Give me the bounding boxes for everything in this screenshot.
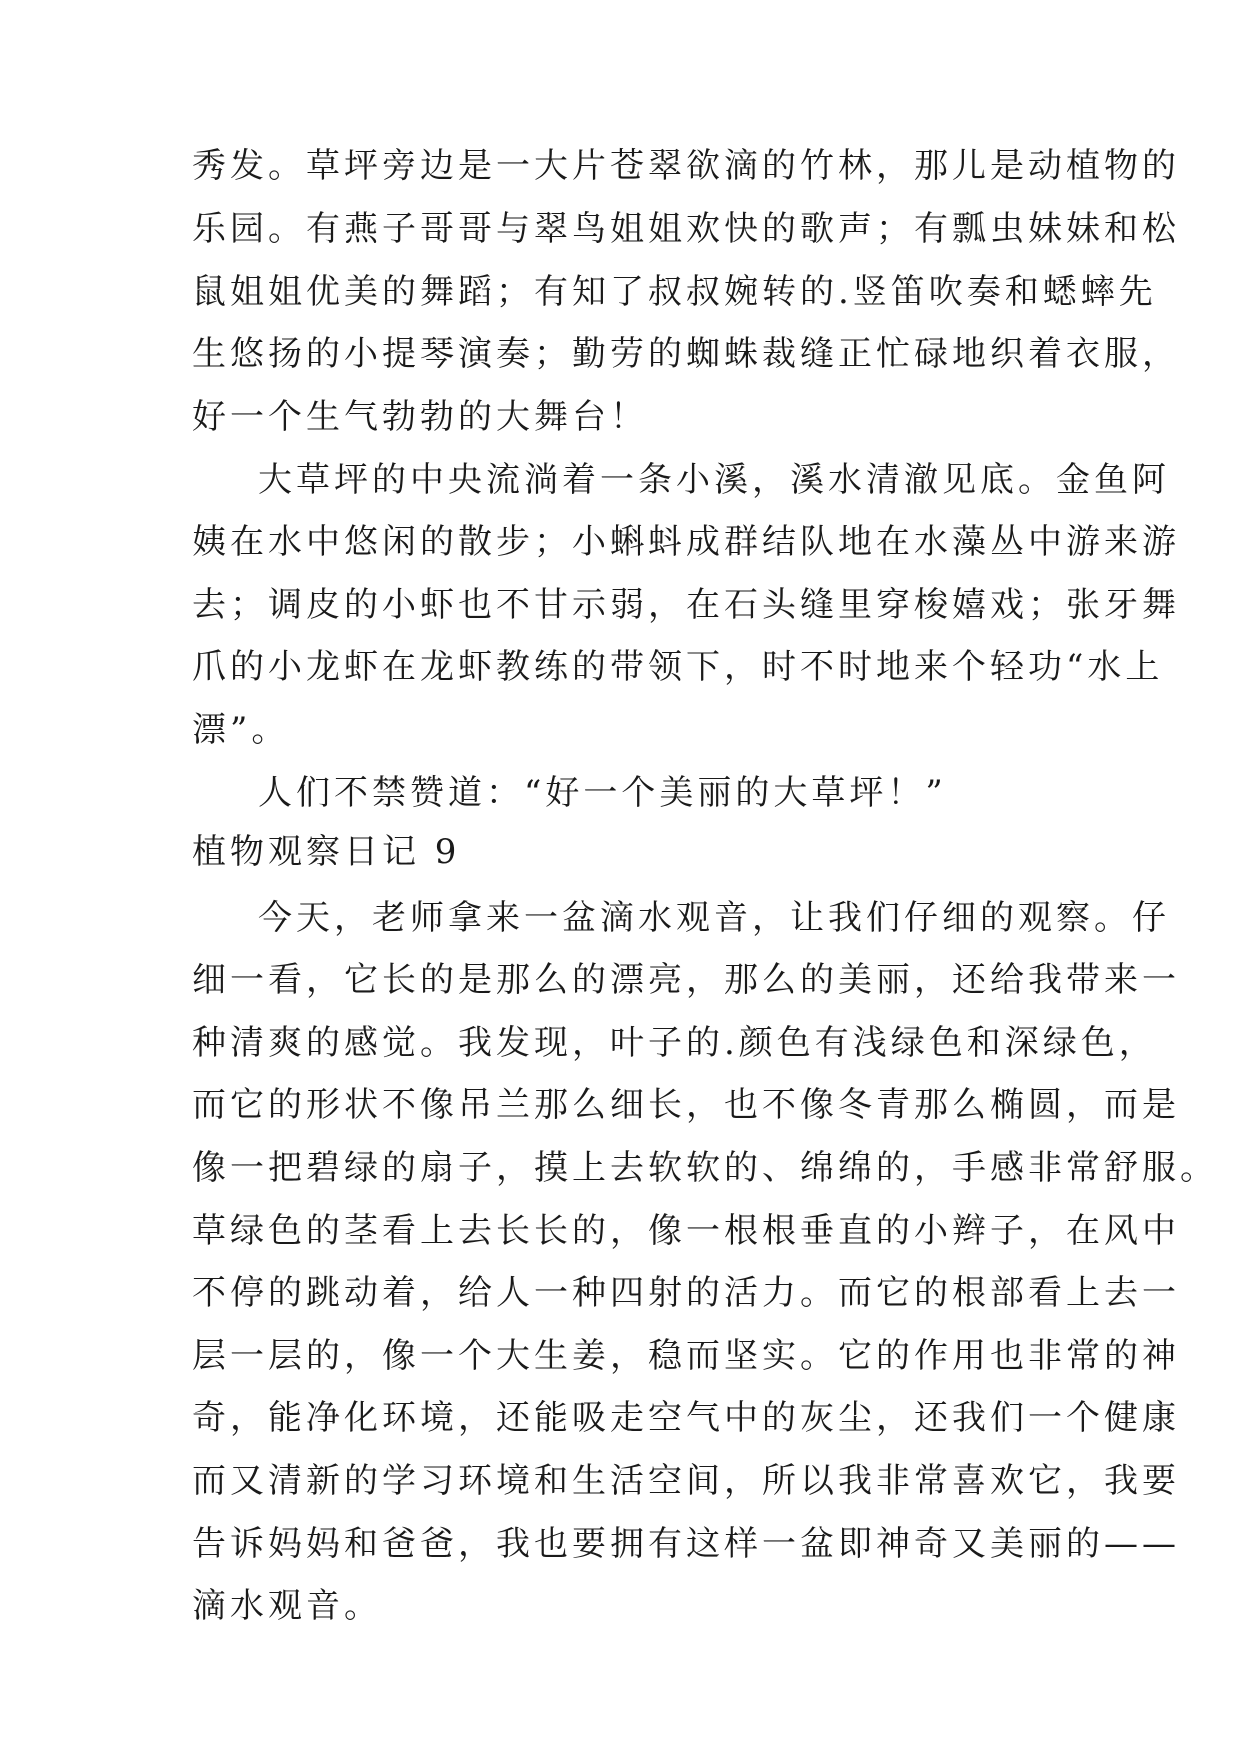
text-line: 层一层的，像一个大生姜，稳而坚实。它的作用也非常的神 — [192, 1336, 1180, 1376]
text-line: 滴水观音。 — [192, 1586, 382, 1626]
section-heading: 植物观察日记 9 — [192, 832, 461, 872]
text-line: 乐园。有燕子哥哥与翠鸟姐姐欢快的歌声；有瓢虫妹妹和松 — [192, 209, 1180, 249]
text-line: 好一个生气勃勃的大舞台！ — [192, 397, 648, 437]
text-line: 种清爽的感觉。我发现，叶子的.颜色有浅绿色和深绿色， — [192, 1023, 1157, 1063]
text-line: 而又清新的学习环境和生活空间，所以我非常喜欢它，我要 — [192, 1461, 1180, 1501]
text-line: 不停的跳动着，给人一种四射的活力。而它的根部看上去一 — [192, 1273, 1180, 1313]
text-line: 草绿色的茎看上去长长的，像一根根垂直的小辫子，在风中 — [192, 1211, 1180, 1251]
text-line: 而它的形状不像吊兰那么细长，也不像冬青那么椭圆，而是 — [192, 1085, 1180, 1125]
text-line: 像一把碧绿的扇子，摸上去软软的、绵绵的，手感非常舒服。 — [192, 1148, 1218, 1188]
text-line: 奇，能净化环境，还能吸走空气中的灰尘，还我们一个健康 — [192, 1398, 1180, 1438]
text-line: 大草坪的中央流淌着一条小溪，溪水清澈见底。金鱼阿 — [258, 460, 1170, 500]
text-line: 细一看，它长的是那么的漂亮，那么的美丽，还给我带来一 — [192, 960, 1180, 1000]
text-line: 今天，老师拿来一盆滴水观音，让我们仔细的观察。仔 — [258, 898, 1170, 938]
text-line: 生悠扬的小提琴演奏；勤劳的蜘蛛裁缝正忙碌地织着衣服， — [192, 334, 1180, 374]
text-line: 漂”。 — [192, 710, 290, 750]
text-line: 秀发。草坪旁边是一大片苍翠欲滴的竹林，那儿是动植物的 — [192, 146, 1180, 186]
text-line: 告诉妈妈和爸爸，我也要拥有这样一盆即神奇又美丽的—— — [192, 1524, 1180, 1564]
text-line: 鼠姐姐优美的舞蹈；有知了叔叔婉转的.竖笛吹奏和蟋蟀先 — [192, 272, 1157, 312]
text-line: 人们不禁赞道：“好一个美丽的大草坪！” — [258, 773, 947, 813]
text-line: 姨在水中悠闲的散步；小蝌蚪成群结队地在水藻丛中游来游 — [192, 522, 1180, 562]
text-line: 爪的小龙虾在龙虾教练的带领下，时不时地来个轻功“水上 — [192, 647, 1164, 687]
text-line: 去；调皮的小虾也不甘示弱，在石头缝里穿梭嬉戏；张牙舞 — [192, 585, 1180, 625]
